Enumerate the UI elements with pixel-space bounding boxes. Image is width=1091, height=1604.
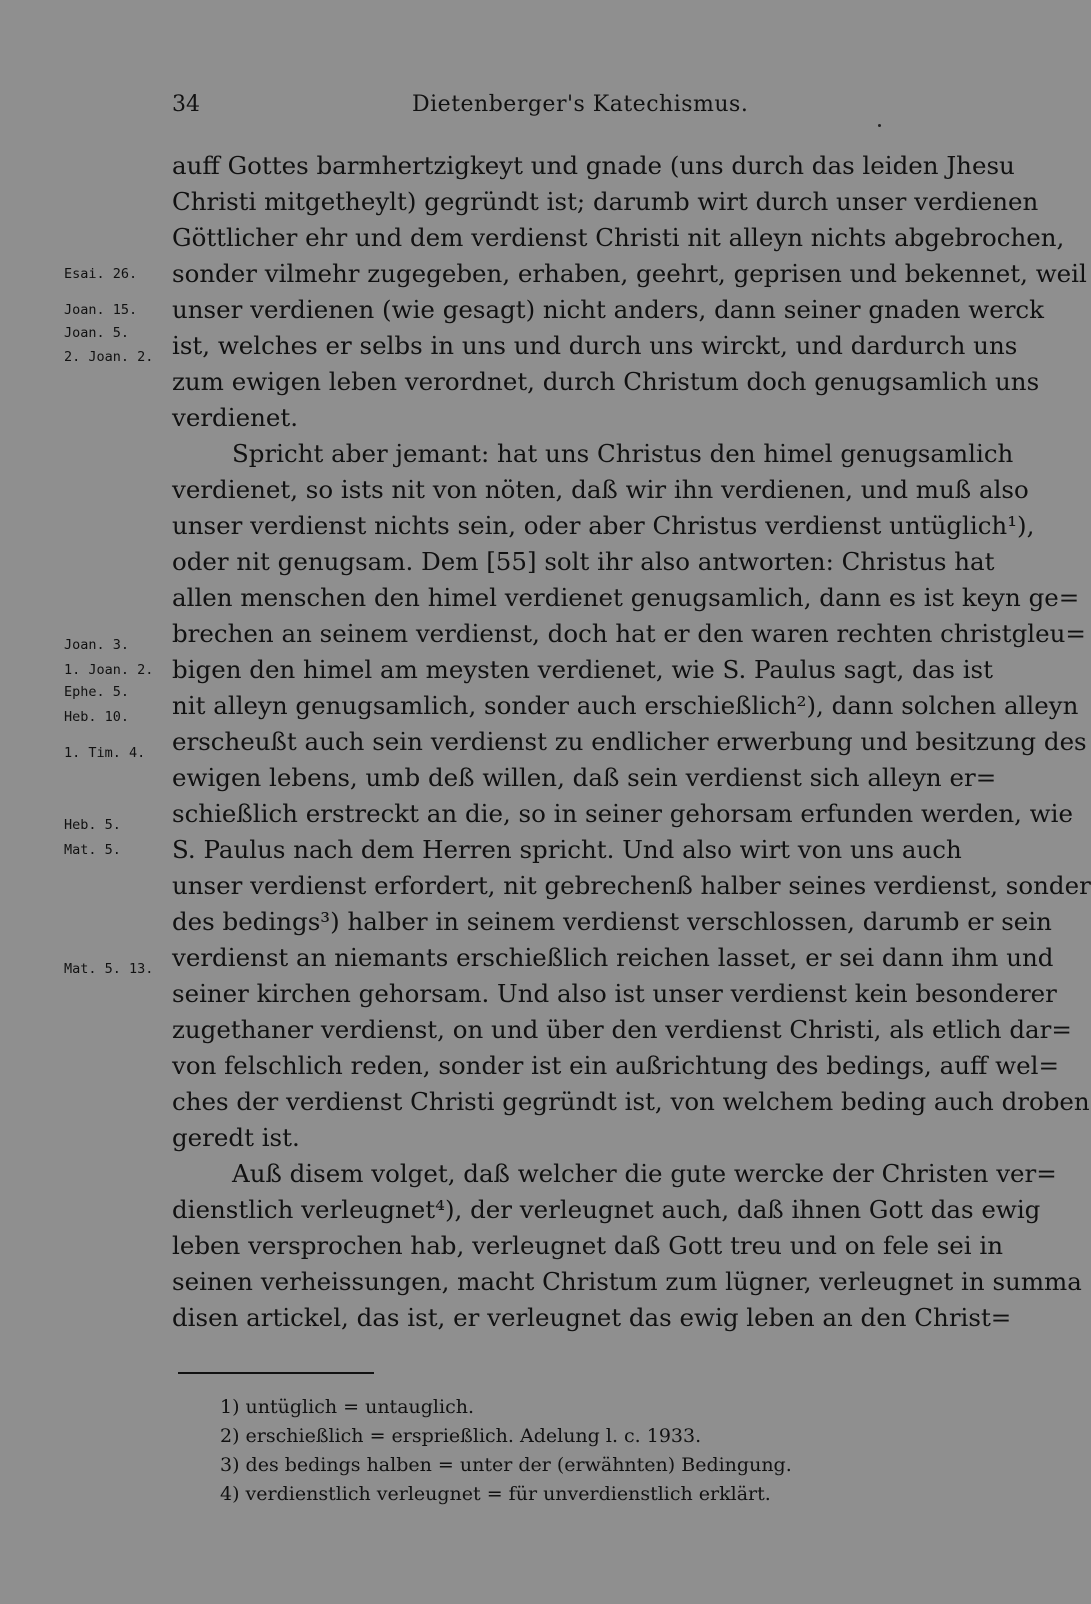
text-line: sonder vilmehr zugegeben, erhaben, geehrt, geprisen und bekennet, weil xyxy=(172,259,1087,288)
page-header xyxy=(172,92,932,126)
text-line: dienstlich verleugnet⁴), der verleugnet auch, daß ihnen Gott das ewig xyxy=(172,1195,1041,1224)
text-line: zugethaner verdienst, on und über den verdienst Christi, als etlich dar= xyxy=(172,1015,1072,1044)
text-line: oder nit genugsam. Dem [55] solt ihr also antworten: Christus hat xyxy=(172,547,995,576)
text-line: unser verdienst nichts sein, oder aber Christus verdienst untüglich¹), xyxy=(172,511,1035,540)
margin-reference: Heb. 5. xyxy=(64,816,121,833)
text-line: verdienst an niemants erschießlich reichen lasset, er sei dann ihm und xyxy=(172,943,1054,972)
footnote: 3) des bedings halben = unter der (erwähnten) Bedingung. xyxy=(220,1454,792,1476)
margin-reference: Ephe. 5. xyxy=(64,683,130,700)
running-title: Dietenberger's Katechismus. xyxy=(412,92,749,117)
text-line: S. Paulus nach dem Herren spricht. Und also wirt von uns auch xyxy=(172,835,962,864)
text-line: erscheußt auch sein verdienst zu endlicher erwerbung und besitzung des xyxy=(172,727,1087,756)
text-line: seiner kirchen gehorsam. Und also ist unser verdienst kein besonderer xyxy=(172,979,1057,1008)
text-line: auff Gottes barmhertzigkeyt und gnade (uns durch das leiden Jhesu xyxy=(172,151,1015,180)
text-line: verdienet. xyxy=(172,403,298,432)
body-text xyxy=(172,148,1091,1336)
margin-reference: Joan. 5. xyxy=(64,325,130,342)
text-line: brechen an seinem verdienst, doch hat er den waren rechten christgleu= xyxy=(172,619,1086,648)
text-line: seinen verheissungen, macht Christum zum lügner, verleugnet in summa xyxy=(172,1267,1082,1296)
footnote: 1) untüglich = untauglich. xyxy=(220,1396,474,1418)
footnote: 4) verdienstlich verleugnet = für unverdienstlich erklärt. xyxy=(220,1483,771,1505)
margin-reference: 2. Joan. 2. xyxy=(64,348,154,365)
speck-mark xyxy=(878,124,881,127)
footnote-rule xyxy=(178,1372,374,1374)
text-line: des bedings³) halber in seinem verdienst verschlossen, darumb er sein xyxy=(172,907,1052,936)
text-line: schießlich erstreckt an die, so in seiner gehorsam erfunden werden, wie xyxy=(172,799,1073,828)
margin-reference: Mat. 5. xyxy=(64,842,121,858)
footnote: 2) erschießlich = ersprießlich. Adelung l. c. 1933. xyxy=(220,1425,702,1447)
text-line: verdienet, so ists nit von nöten, daß wir ihn verdienen, und muß also xyxy=(172,475,1029,504)
margin-reference: Esai. 26. xyxy=(64,266,138,282)
text-line: Christi mitgetheylt) gegründt ist; darumb wirt durch unser verdienen xyxy=(172,187,1039,216)
text-line: Auß disem volget, daß welcher die gute wercke der Christen ver= xyxy=(232,1159,1057,1188)
text-line: Spricht aber jemant: hat uns Christus den himel genugsamlich xyxy=(232,439,1014,468)
margin-reference: Mat. 5. 13. xyxy=(64,960,154,977)
text-line: bigen den himel am meysten verdienet, wie S. Paulus sagt, das ist xyxy=(172,655,993,684)
text-line: zum ewigen leben verordnet, durch Christum doch genugsamlich uns xyxy=(172,367,1040,396)
page-number: 34 xyxy=(172,92,200,117)
text-line: Göttlicher ehr und dem verdienst Christi nit alleyn nichts abgebrochen, xyxy=(172,223,1065,252)
margin-reference: Joan. 3. xyxy=(64,636,130,653)
text-line: allen menschen den himel verdienet genugsamlich, dann es ist keyn ge= xyxy=(172,583,1080,612)
text-line: von felschlich reden, sonder ist ein außrichtung des bedings, auff wel= xyxy=(172,1051,1060,1080)
text-line: nit alleyn genugsamlich, sonder auch erschießlich²), dann solchen alleyn xyxy=(172,691,1079,720)
footnotes xyxy=(220,1393,940,1509)
margin-reference: 1. Tim. 4. xyxy=(64,744,146,761)
text-line: unser verdienst erfordert, nit gebrechenß halber seines verdienst, sonder xyxy=(172,871,1091,900)
text-line: geredt ist. xyxy=(172,1123,300,1152)
text-line: ches der verdienst Christi gegründt ist, von welchem beding auch droben xyxy=(172,1087,1090,1116)
text-line: ewigen lebens, umb deß willen, daß sein verdienst sich alleyn er= xyxy=(172,763,997,792)
margin-reference: Heb. 10. xyxy=(64,708,130,725)
text-line: disen artickel, das ist, er verleugnet das ewig leben an den Christ= xyxy=(172,1303,1012,1332)
text-line: unser verdienen (wie gesagt) nicht anders, dann seiner gnaden werck xyxy=(172,295,1044,324)
margin-reference: Joan. 15. xyxy=(64,302,138,318)
text-line: leben versprochen hab, verleugnet daß Gott treu und on fele sei in xyxy=(172,1231,1004,1260)
margin-reference: 1. Joan. 2. xyxy=(64,662,154,678)
text-line: ist, welches er selbs in uns und durch uns wirckt, und dardurch uns xyxy=(172,331,1018,360)
